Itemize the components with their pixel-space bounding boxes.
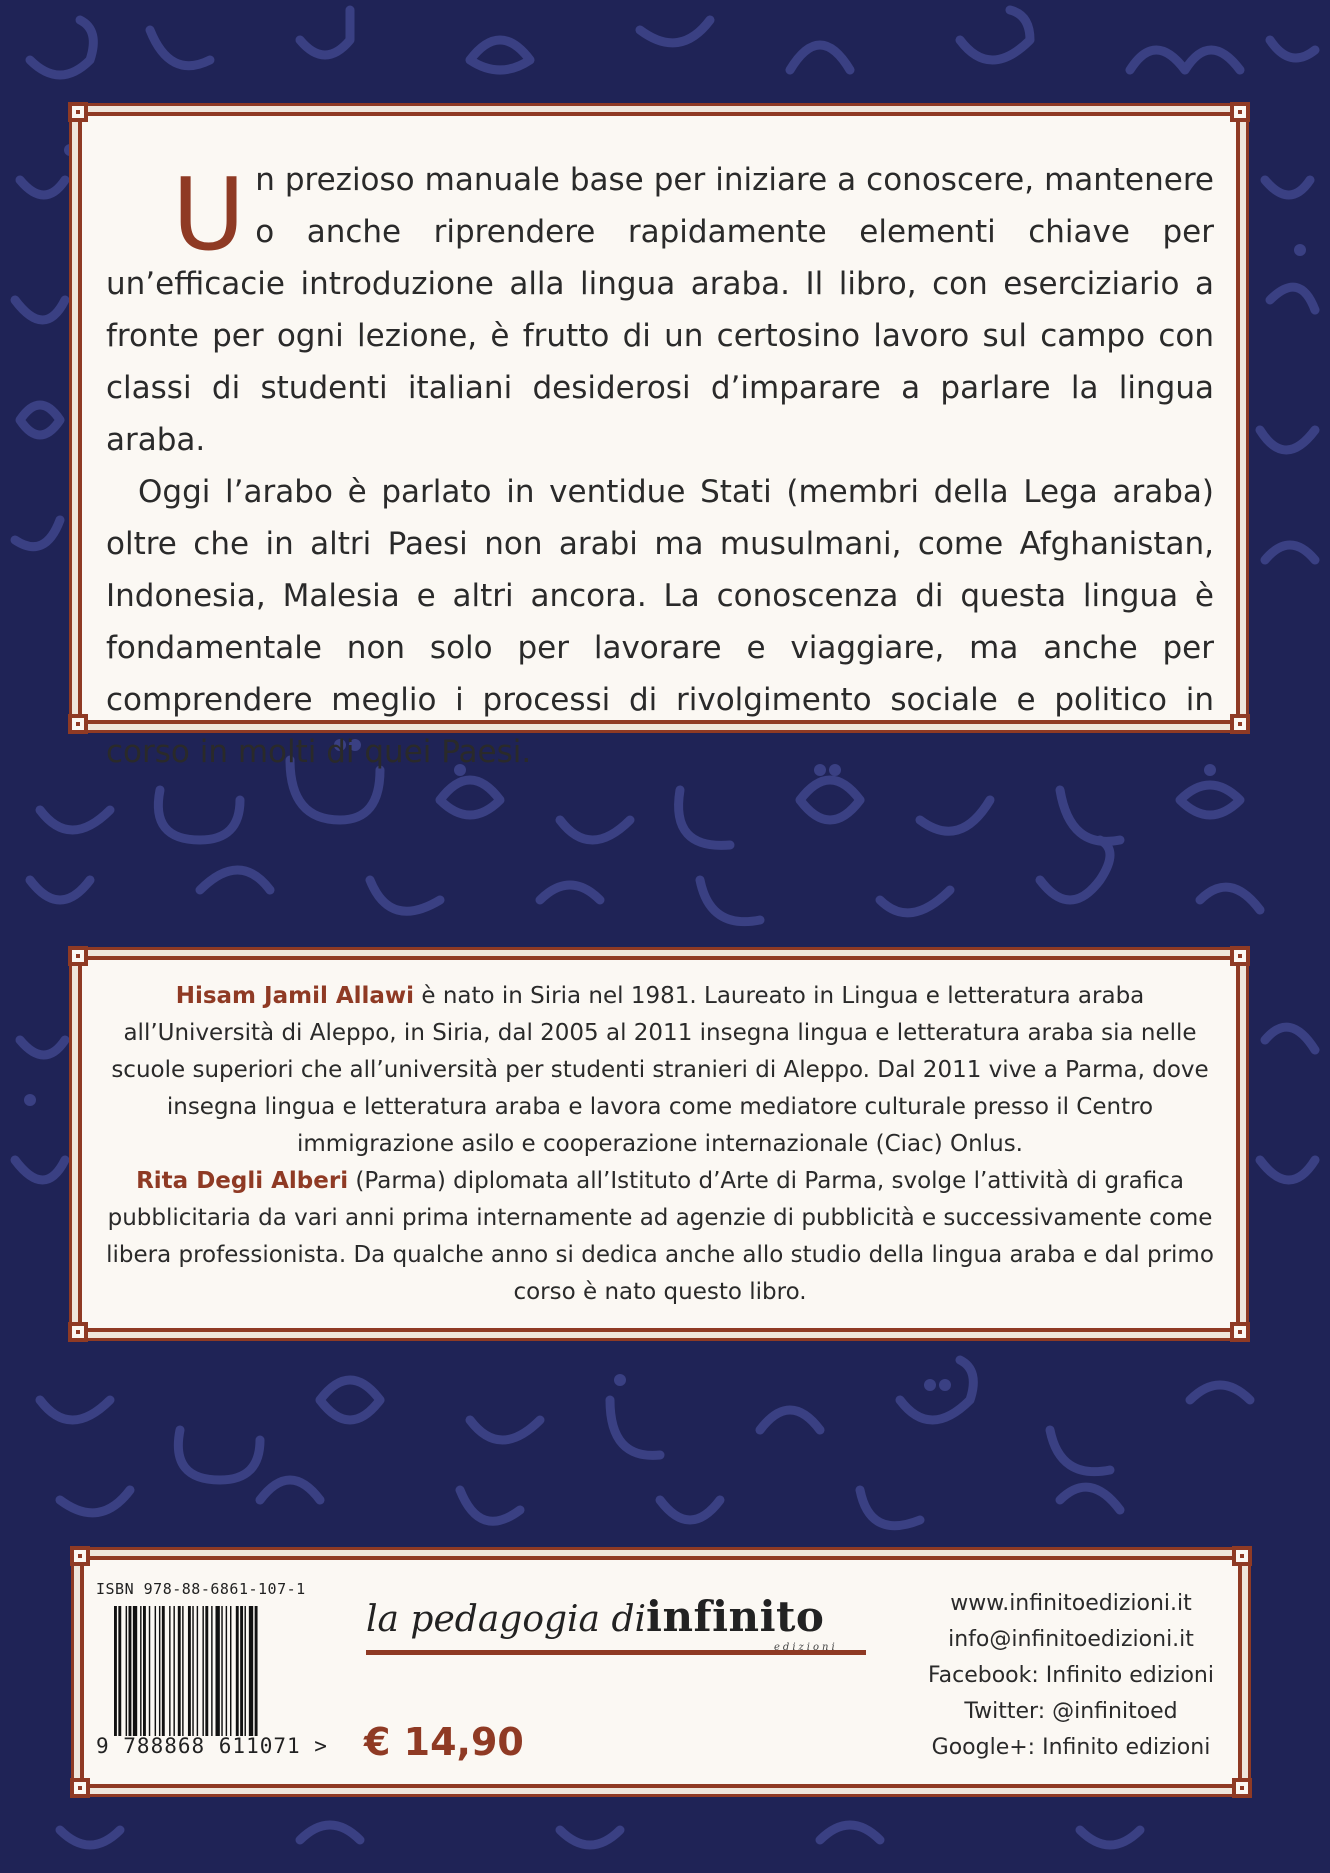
corner-ornament <box>68 946 88 966</box>
description-paragraph-2: Oggi l’arabo è parlato in ventidue Stati (membri della Lega araba) oltre che in altri Paesi non arabi ma musulmani, come Afghanistan, Indonesia, Malesia e altri ancora. La conoscenza di questa lingua è fondamentale non solo per lavorare e viaggiare, ma anche per comprendere meglio i processi di rivolgimento sociale e politico in corso in molti di quei Paesi. <box>106 474 1214 770</box>
email-link[interactable]: info@infinitoedizioni.it <box>948 1627 1194 1652</box>
corner-ornament <box>1232 1778 1252 1798</box>
publisher-contacts <box>928 1586 1214 1766</box>
series-logo <box>366 1592 824 1641</box>
corner-ornament <box>68 102 88 122</box>
corner-ornament <box>68 1322 88 1342</box>
corner-ornament <box>1230 946 1250 966</box>
author-1-name: Hisam Jamil Allawi <box>175 983 415 1009</box>
description-panel <box>78 112 1240 770</box>
author-2-bio: Rita Degli Alberi (Parma) diplomata all’Istituto d’Arte di Parma, svolge l’attività di grafica pubblicitaria da vari anni prima internamente ad agenzie di pubblicità e successivamente come libera professionista. Da qualche anno si dedica anche allo studio della lingua araba e dal primo corso è nato questo libro. <box>106 1168 1214 1305</box>
website-link[interactable]: www.infinitoedizioni.it <box>950 1591 1192 1616</box>
corner-ornament <box>70 1546 90 1566</box>
twitter-link[interactable]: Twitter: @infinitoed <box>964 1699 1178 1724</box>
publisher-brand: infinito <box>646 1592 825 1641</box>
description-paragraph-1: Un prezioso manuale base per iniziare a conoscere, mantenere o anche riprendere rapidamente elementi chiave per un’efficacie introduzione alla lingua araba. Il libro, con eserciziario a fronte per ogni lezione, è frutto di un certosino lavoro sul campo con classi di studenti italiani desiderosi d’imparare a parlare la lingua araba. <box>106 156 1214 458</box>
barcode-icon <box>114 1606 364 1736</box>
corner-ornament <box>1230 714 1250 734</box>
barcode-digits: 9 788868 611071 > <box>96 1734 328 1758</box>
publisher-info-panel <box>80 1556 1242 1788</box>
corner-ornament <box>1230 1322 1250 1342</box>
series-name: la pedagogia di <box>366 1599 647 1640</box>
author-1-bio: Hisam Jamil Allawi è nato in Siria nel 1981. Laureato in Lingua e letteratura araba all’Università di Aleppo, in Siria, dal 2005 al 2011 insegna lingua e letteratura araba sia nelle scuole superiori che all’università per studenti stranieri di Aleppo. Dal 2011 vive a Parma, dove insegna lingua e letteratura araba e lavora come mediatore culturale presso il Centro immigrazione asilo e cooperazione internazionale (Ciac) Onlus. <box>111 983 1209 1157</box>
corner-ornament <box>68 714 88 734</box>
corner-ornament <box>1232 1546 1252 1566</box>
price: € 14,90 <box>364 1720 524 1764</box>
publisher-subtitle: edizioni <box>774 1642 838 1653</box>
google-plus-link[interactable]: Google+: Infinito edizioni <box>931 1735 1211 1760</box>
description-text <box>106 154 1214 778</box>
facebook-link[interactable]: Facebook: Infinito edizioni <box>928 1663 1214 1688</box>
corner-ornament <box>1230 102 1250 122</box>
author-2-name: Rita Degli Alberi <box>136 1168 349 1194</box>
corner-ornament <box>70 1778 90 1798</box>
author-bio-panel <box>78 956 1240 1332</box>
dropcap: U <box>172 156 246 273</box>
author-bio-text <box>106 978 1214 1311</box>
isbn-label: ISBN 978-88-6861-107-1 <box>96 1580 306 1598</box>
